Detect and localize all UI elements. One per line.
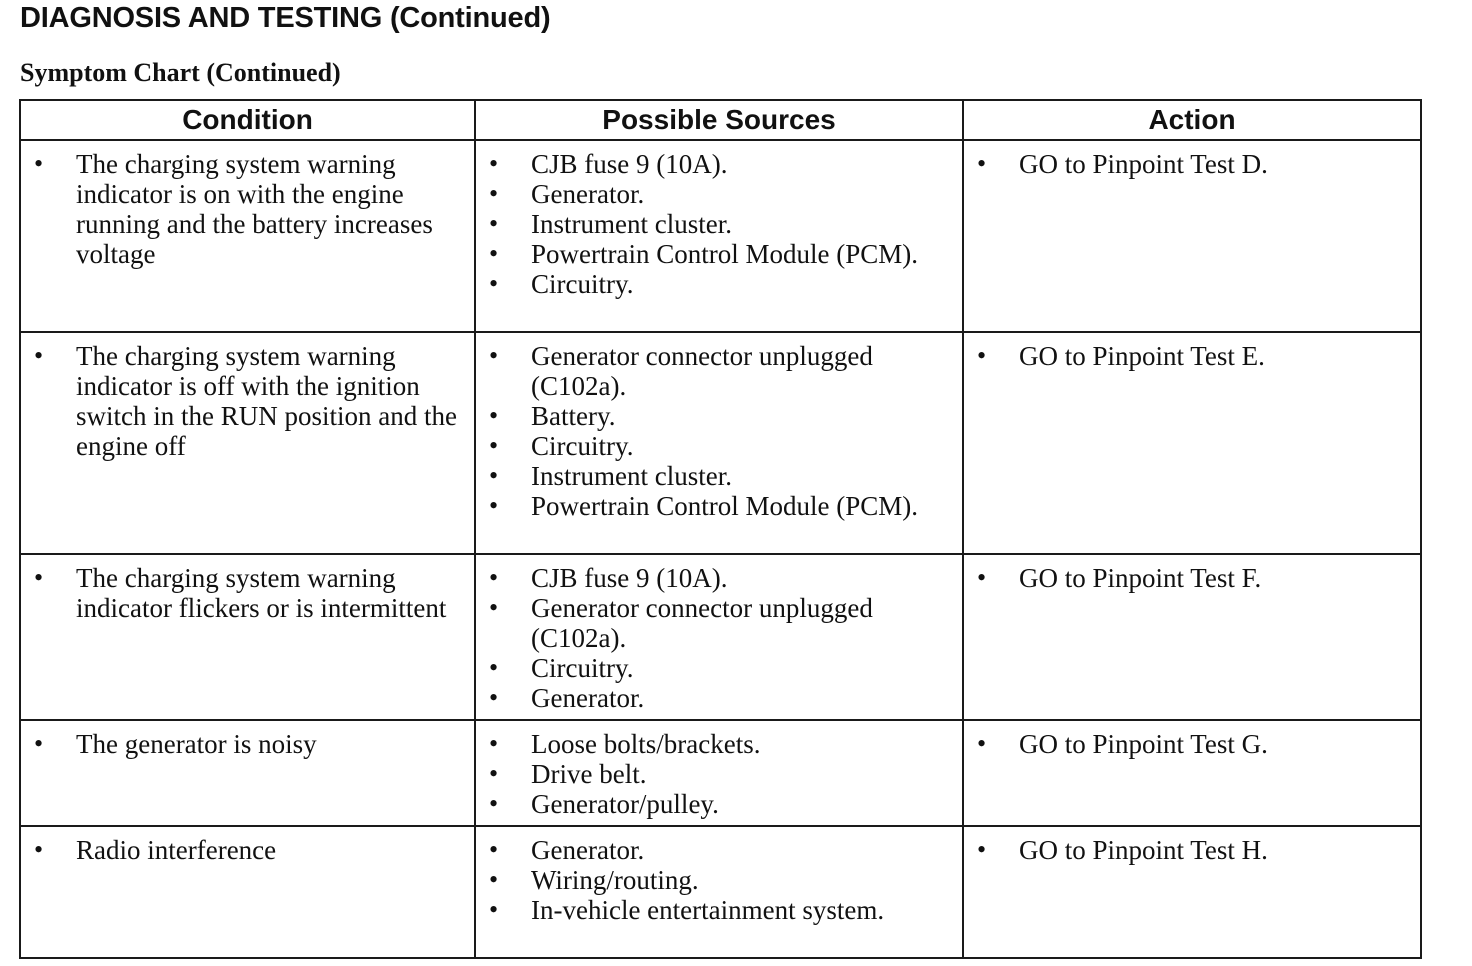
table-row [20,140,1421,332]
source-item: • CJB fuse 9 (10A). [476,149,950,179]
action-text: • GO to Pinpoint Test H. [964,835,1408,865]
source-item: • Generator/pulley. [476,789,950,819]
action-cell [963,332,1421,554]
source-item: • Powertrain Control Module (PCM). [476,239,950,269]
table-header-row [20,100,1421,140]
source-item: • Wiring/routing. [476,865,950,895]
condition-cell [20,140,475,332]
source-item: • CJB fuse 9 (10A). [476,563,950,593]
sources-cell [475,140,963,332]
source-item: • Instrument cluster. [476,461,950,491]
source-item: • Generator. [476,835,950,865]
sources-cell [475,332,963,554]
source-item: • Instrument cluster. [476,209,950,239]
table-row [20,554,1421,720]
action-text: • GO to Pinpoint Test E. [964,341,1408,371]
source-item: • Circuitry. [476,653,950,683]
source-item: • Drive belt. [476,759,950,789]
action-text: • GO to Pinpoint Test G. [964,729,1408,759]
source-item: • Generator. [476,683,950,713]
source-item: • In-vehicle entertainment system. [476,895,950,925]
condition-cell [20,554,475,720]
condition-text: • Radio interference [21,835,462,865]
table-row [20,826,1421,958]
condition-text: • The charging system warning indicator is on with the engine running and the battery increases voltage [21,149,462,269]
source-item: • Circuitry. [476,269,950,299]
symptom-chart-table [19,99,1422,959]
chart-subtitle: Symptom Chart (Continued) [20,58,341,87]
action-text: • GO to Pinpoint Test D. [964,149,1408,179]
source-item: • Battery. [476,401,950,431]
column-header-possible-sources: Possible Sources [475,100,963,140]
source-item: • Circuitry. [476,431,950,461]
condition-text: • The generator is noisy [21,729,462,759]
action-text: • GO to Pinpoint Test F. [964,563,1408,593]
source-item: • Generator connector unplugged (C102a). [476,341,950,401]
condition-text: • The charging system warning indicator is off with the ignition switch in the RUN position and the engine off [21,341,462,461]
action-cell [963,826,1421,958]
source-item: • Loose bolts/brackets. [476,729,950,759]
column-header-condition: Condition [20,100,475,140]
condition-text: • The charging system warning indicator flickers or is intermittent [21,563,462,623]
action-cell [963,554,1421,720]
condition-cell [20,332,475,554]
sources-cell [475,826,963,958]
condition-cell [20,826,475,958]
source-item: • Powertrain Control Module (PCM). [476,491,950,521]
page-title: DIAGNOSIS AND TESTING (Continued) [20,2,551,34]
source-item: • Generator connector unplugged (C102a). [476,593,950,653]
column-header-action: Action [963,100,1421,140]
action-cell [963,140,1421,332]
condition-cell [20,720,475,826]
table-row [20,332,1421,554]
sources-cell [475,554,963,720]
sources-cell [475,720,963,826]
action-cell [963,720,1421,826]
table-row [20,720,1421,826]
source-item: • Generator. [476,179,950,209]
